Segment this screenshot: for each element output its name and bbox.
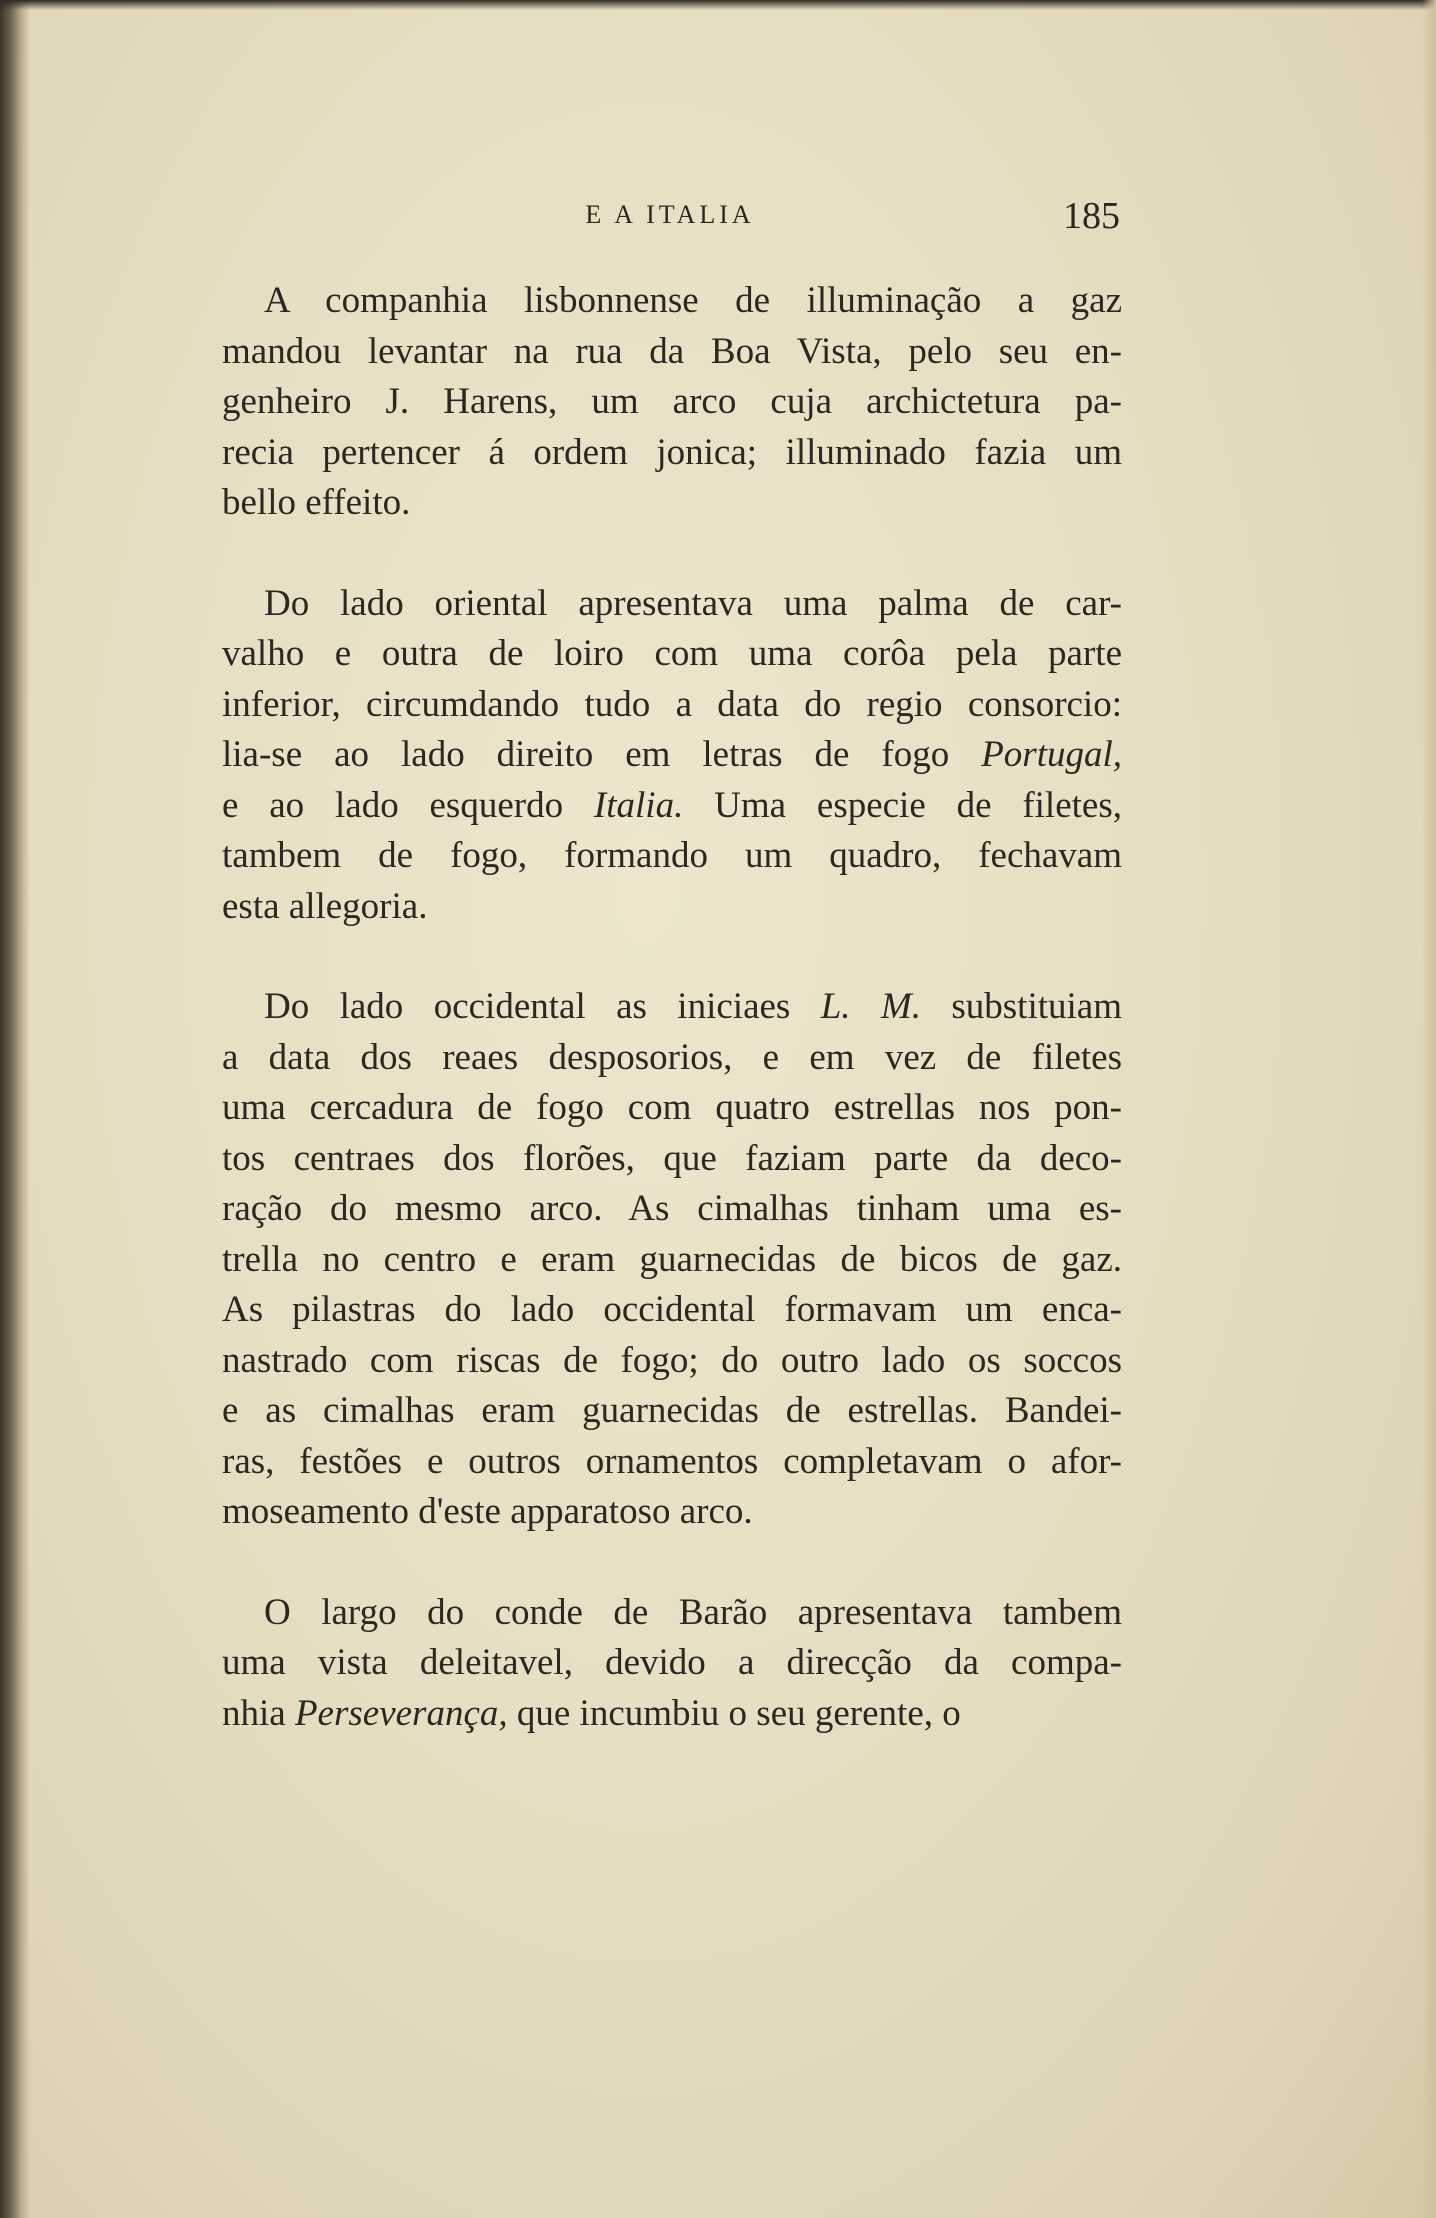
text-span: uma cercadura de fogo com quatro estrellas nos pon- xyxy=(222,1087,1122,1128)
page-top-edge xyxy=(0,0,1436,10)
page-right-edge xyxy=(1422,0,1436,2218)
running-title: E A ITALIA xyxy=(585,200,755,229)
text-line xyxy=(222,1083,1122,1134)
text-span: Do lado oriental apresentava uma palma de car- xyxy=(264,582,1122,624)
text-line xyxy=(222,1235,1122,1286)
text-line xyxy=(222,428,1122,479)
text-span: moseamento d'este apparatoso arco. xyxy=(222,1491,753,1532)
text-span: lia-se ao lado direito em letras de fogo xyxy=(222,734,982,775)
text-line xyxy=(222,730,1122,781)
text-line xyxy=(222,1588,1122,1639)
text-span: e ao lado esquerdo xyxy=(222,784,594,826)
text-span: Do lado occidental as iniciaes xyxy=(264,986,821,1027)
italic-text: Italia. xyxy=(593,784,684,826)
text-span: mandou levantar na rua da Boa Vista, pelo seu en- xyxy=(222,330,1122,372)
text-line xyxy=(222,276,1122,327)
text-span: a data dos reaes desposorios, e em vez de filetes xyxy=(222,1036,1122,1078)
text-span: e as cimalhas eram guarnecidas de estrellas. Bandei- xyxy=(222,1390,1122,1431)
italic-text: Perseverança, xyxy=(294,1692,508,1734)
text-span: nastrado com riscas de fogo; do outro lado os soccos xyxy=(222,1339,1122,1381)
text-span: ração do mesmo arco. As cimalhas tinham uma es- xyxy=(222,1188,1122,1229)
text-span: recia pertencer á ordem jonica; illuminado fazia um xyxy=(222,431,1122,473)
running-head xyxy=(220,194,1120,238)
text-span: que incumbiu o seu gerente, o xyxy=(507,1692,961,1734)
text-span: esta allegoria. xyxy=(222,885,428,927)
text-line xyxy=(222,831,1122,882)
text-line xyxy=(222,1437,1122,1488)
text-span: trella no centro e eram guarnecidas de bicos de gaz. xyxy=(222,1238,1122,1280)
text-line xyxy=(222,1134,1122,1185)
text-span: substituiam xyxy=(921,986,1123,1027)
text-line xyxy=(222,1336,1122,1387)
text-span: As pilastras do lado occidental formavam um enca- xyxy=(222,1289,1122,1330)
paragraph xyxy=(222,1588,1122,1740)
text-line xyxy=(222,982,1122,1033)
text-span: inferior, circumdando tudo a data do regio consorcio: xyxy=(222,683,1122,725)
text-line xyxy=(222,629,1122,680)
text-line xyxy=(222,1285,1122,1336)
paragraph xyxy=(222,982,1122,1538)
page-number: 185 xyxy=(1063,195,1120,237)
text-span: tos centraes dos florões, que faziam parte da deco- xyxy=(222,1137,1122,1179)
text-line xyxy=(222,781,1122,832)
text-span: O largo do conde de Barão apresentava tambem xyxy=(264,1591,1122,1633)
text-span: ras, festões e outros ornamentos completavam o afor- xyxy=(222,1440,1122,1482)
body-text xyxy=(222,276,1122,1789)
text-line xyxy=(222,377,1122,428)
text-line xyxy=(222,1386,1122,1437)
text-line xyxy=(222,882,1122,933)
text-span: tambem de fogo, formando um quadro, fechavam xyxy=(222,835,1122,876)
text-line xyxy=(222,478,1122,529)
text-line xyxy=(222,1184,1122,1235)
text-line xyxy=(222,680,1122,731)
paragraph xyxy=(222,276,1122,529)
text-span: Uma especie de filetes, xyxy=(683,784,1122,826)
text-line xyxy=(222,579,1122,630)
text-span: genheiro J. Harens, um arco cuja archictetura pa- xyxy=(222,381,1122,422)
text-span: bello effeito. xyxy=(222,482,411,523)
text-line xyxy=(222,327,1122,378)
text-line xyxy=(222,1033,1122,1084)
book-spine-shadow xyxy=(0,0,30,2218)
text-span: nhia xyxy=(222,1692,295,1734)
text-line xyxy=(222,1638,1122,1689)
paragraph xyxy=(222,579,1122,933)
text-line xyxy=(222,1689,1122,1740)
italic-text: L. M. xyxy=(820,986,921,1027)
text-span: uma vista deleitavel, devido a direcção da compa- xyxy=(222,1642,1122,1683)
text-span: valho e outra de loiro com uma corôa pela parte xyxy=(222,633,1122,674)
text-span: A companhia lisbonnense de illuminação a gaz xyxy=(264,280,1122,321)
italic-text: Portugal, xyxy=(981,734,1122,775)
text-line xyxy=(222,1487,1122,1538)
